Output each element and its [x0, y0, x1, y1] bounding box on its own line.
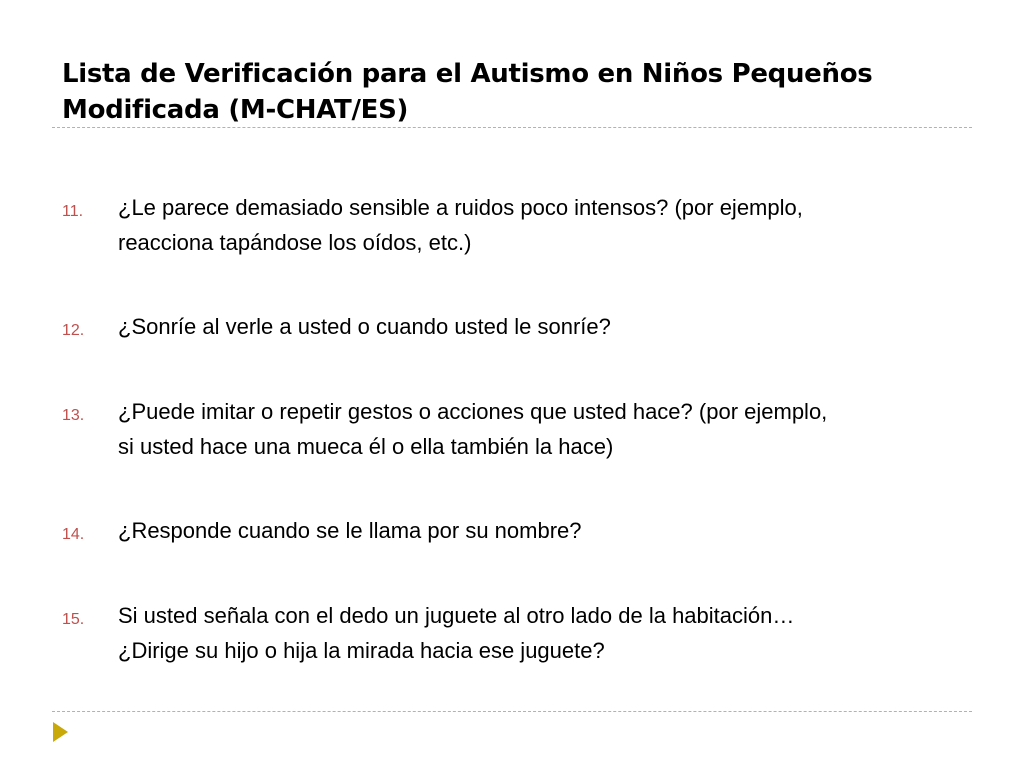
- item-number: 13.: [62, 407, 85, 424]
- slide-title-line-2: Modificada (M-CHAT/ES): [62, 95, 409, 125]
- item-text-line-2: ¿Dirige su hijo o hija la mirada hacia ese juguete?: [118, 638, 605, 663]
- item-text: [118, 513, 958, 548]
- item-text: [118, 394, 958, 464]
- item-number: 12.: [62, 322, 85, 339]
- item-text-line-2: si usted hace una mueca él o ella también la hace): [118, 434, 614, 459]
- item-number: 11.: [62, 203, 84, 220]
- item-text: [118, 190, 958, 260]
- footer-divider: [52, 711, 972, 712]
- item-text-line-1: Si usted señala con el dedo un juguete al otro lado de la habitación…: [118, 603, 795, 628]
- item-text-line-2: reacciona tapándose los oídos, etc.): [118, 230, 472, 255]
- slide-title: [62, 56, 962, 128]
- item-text: [118, 598, 958, 668]
- slide-title-line-1: Lista de Verificación para el Autismo en Niños Pequeños: [62, 59, 873, 89]
- item-text-line-1: ¿Puede imitar o repetir gestos o acciones que usted hace? (por ejemplo,: [118, 399, 828, 424]
- item-text-line-1: ¿Sonríe al verle a usted o cuando usted le sonríe?: [118, 314, 611, 339]
- item-number: 15.: [62, 611, 85, 628]
- play-arrow-icon[interactable]: [53, 722, 68, 742]
- item-text: [118, 309, 958, 344]
- title-divider: [52, 127, 972, 128]
- item-text-line-1: ¿Responde cuando se le llama por su nombre?: [118, 518, 582, 543]
- item-text-line-1: ¿Le parece demasiado sensible a ruidos poco intensos? (por ejemplo,: [118, 195, 803, 220]
- item-number: 14.: [62, 526, 85, 543]
